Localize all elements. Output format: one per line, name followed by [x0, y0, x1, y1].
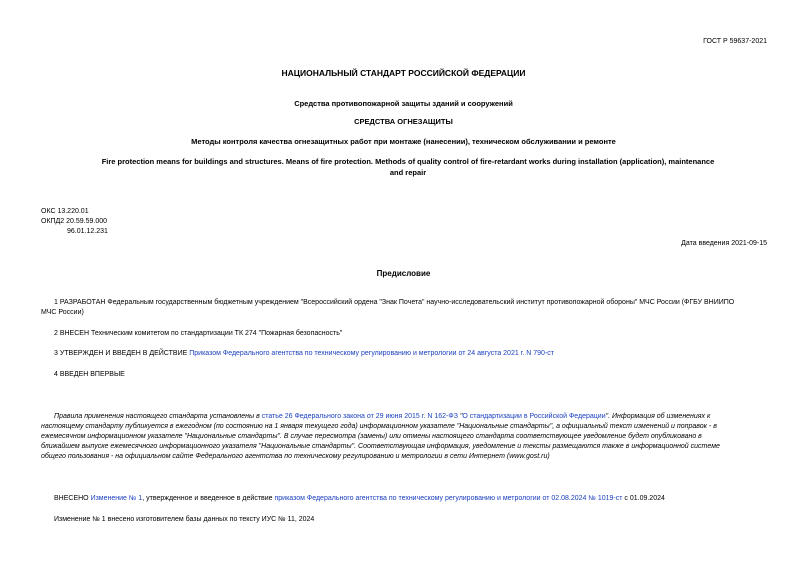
methods-title-en-line2: and repair	[389, 168, 427, 177]
rules-line-5: общего пользования - на официальном сайте Федерального агентства по техническому регулированию и метрологии в сети Интернет (www.gost.ru)	[41, 453, 550, 460]
order-790-link[interactable]: Приказом Федерального агентства по техническому регулированию и метрологии от 24 августа 2021 г. N 790-ст	[189, 350, 554, 357]
methods-title-en	[38, 156, 778, 178]
rules-text-b: "	[457, 413, 463, 420]
amendment-suffix: с 01.09.2024	[622, 495, 665, 502]
preface-item-1: 1 РАЗРАБОТАН Федеральным государственным бюджетным учреждением "Всероссийский ордена "Знак Почета" научно-исследовательский институт противопожарной обороны" МЧС России (ФГБУ ВНИИПО	[54, 299, 735, 306]
rules-block	[41, 412, 807, 462]
standard-subtitle: Средства противопожарной защиты зданий и сооружений	[294, 99, 513, 108]
preface-item-3	[54, 349, 554, 359]
rules-line-3: ежемесячном информационном указателе "Национальные стандарты". В случае пересмотра (замены) или отмены настоящего стандарта соответствующее уведомление будет опубликовано в	[41, 433, 702, 440]
order-1019-link[interactable]: приказом Федерального агентства по техническому регулированию и метрологии от 02.08.2024 № 1019-ст	[274, 495, 623, 502]
rules-text-c: ". Информация об изменениях к	[605, 413, 711, 420]
rules-line-2: настоящему стандарту публикуется в ежегодном (по состоянию на 1 января текущего года) информационном указателе "Национальные стандарты", а официальный текст изменений и поправок - в	[41, 423, 717, 430]
amendment-note: Изменение № 1 внесено изготовителем базы данных по тексту ИУС № 11, 2024	[54, 516, 315, 523]
document-code: ГОСТ Р 59637-2021	[703, 38, 767, 45]
okpd-code: ОКПД2 20.59.59.000	[41, 218, 108, 225]
preface-heading: Предисловие	[376, 269, 431, 278]
preface-item-4: 4 ВВЕДЕН ВПЕРВЫЕ	[54, 371, 125, 378]
rules-text-a: Правила применения настоящего стандарта установлены в	[54, 413, 262, 420]
section-title: СРЕДСТВА ОГНЕЗАЩИТЫ	[354, 117, 453, 126]
rules-line-1	[41, 412, 807, 422]
preface-item-3-text: 3 УТВЕРЖДЕН И ВВЕДЕН В ДЕЙСТВИЕ	[54, 350, 190, 357]
national-standard-title: НАЦИОНАЛЬНЫЙ СТАНДАРТ РОССИЙСКОЙ ФЕДЕРАЦИИ	[281, 68, 526, 78]
amendment-1-link[interactable]: Изменение № 1	[90, 495, 143, 502]
federal-law-link[interactable]: статье 26 Федерального закона от 29 июня 2015 г. N 162-ФЗ	[261, 413, 458, 420]
rules-line-4: ближайшем выпуске ежемесячного информационного указателя "Национальные стандарты". Соответствующая информация, уведомление и тексты размещаются также в информационной системе	[41, 443, 720, 450]
standardization-law-link[interactable]: О стандартизации в Российской Федерации	[462, 413, 606, 420]
methods-title-ru: Методы контроля качества огнезащитных работ при монтаже (нанесении), техническом обслуживании и ремонте	[191, 137, 616, 146]
amendment-prefix: ВНЕСЕНО	[54, 495, 91, 502]
preface-item-2: 2 ВНЕСЕН Техническим комитетом по стандартизации ТК 274 "Пожарная безопасность"	[54, 330, 343, 337]
methods-title-en-line1: Fire protection means for buildings and structures. Means of fire protection. Methods of quality control of fire-retardant works during installation (application), maintenance	[101, 157, 715, 166]
preface-item-1-cont: МЧС России)	[41, 309, 84, 316]
oks-code: ОКС 13.220.01	[41, 208, 89, 215]
introduction-date: Дата введения 2021-09-15	[681, 240, 767, 247]
amendment-line	[54, 494, 665, 504]
amendment-middle: , утвержденное и введенное в действие	[142, 495, 275, 502]
extra-code: 96.01.12.231	[67, 228, 108, 235]
